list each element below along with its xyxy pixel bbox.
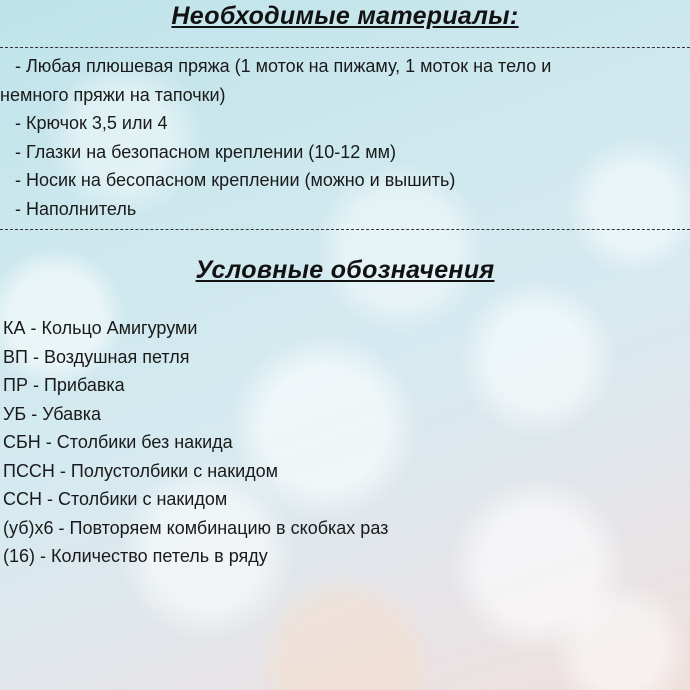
legend-heading: Условные обозначения	[195, 256, 495, 284]
legend-item: (уб)х6 - Повторяем комбинацию в скобках раз	[3, 517, 389, 538]
material-item-yarn-continued: немного пряжи на тапочки)	[0, 84, 226, 105]
material-item-eyes: - Глазки на безопасном креплении (10-12 мм)	[15, 141, 397, 162]
legend-item: (16) - Количество петель в ряду	[3, 546, 268, 566]
material-item-nose: - Носик на бесопасном креплении (можно и вышить)	[15, 170, 456, 190]
legend-item: ПССН - Полустолбики с накидом	[3, 460, 279, 481]
materials-list	[0, 52, 552, 223]
material-item-yarn: - Любая плюшевая пряжа (1 моток на пижаму, 1 моток на тело и	[15, 56, 552, 76]
material-item-hook: - Крючок 3,5 или 4	[15, 113, 168, 133]
legend-item: СБН - Столбики без накида	[3, 432, 233, 452]
legend-item: УБ - Убавка	[3, 403, 102, 424]
legend-item: ССН - Столбики с накидом	[3, 489, 228, 509]
legend-item: КА - Кольцо Амигуруми	[3, 318, 198, 338]
legend-item: ВП - Воздушная петля	[3, 346, 190, 367]
legend-item: ПР - Прибавка	[3, 375, 125, 395]
divider-bottom	[0, 229, 690, 230]
divider-top	[0, 47, 690, 48]
material-item-stuffing: - Наполнитель	[15, 198, 137, 219]
legend-list	[3, 314, 388, 571]
materials-heading: Необходимые материалы:	[171, 2, 519, 30]
